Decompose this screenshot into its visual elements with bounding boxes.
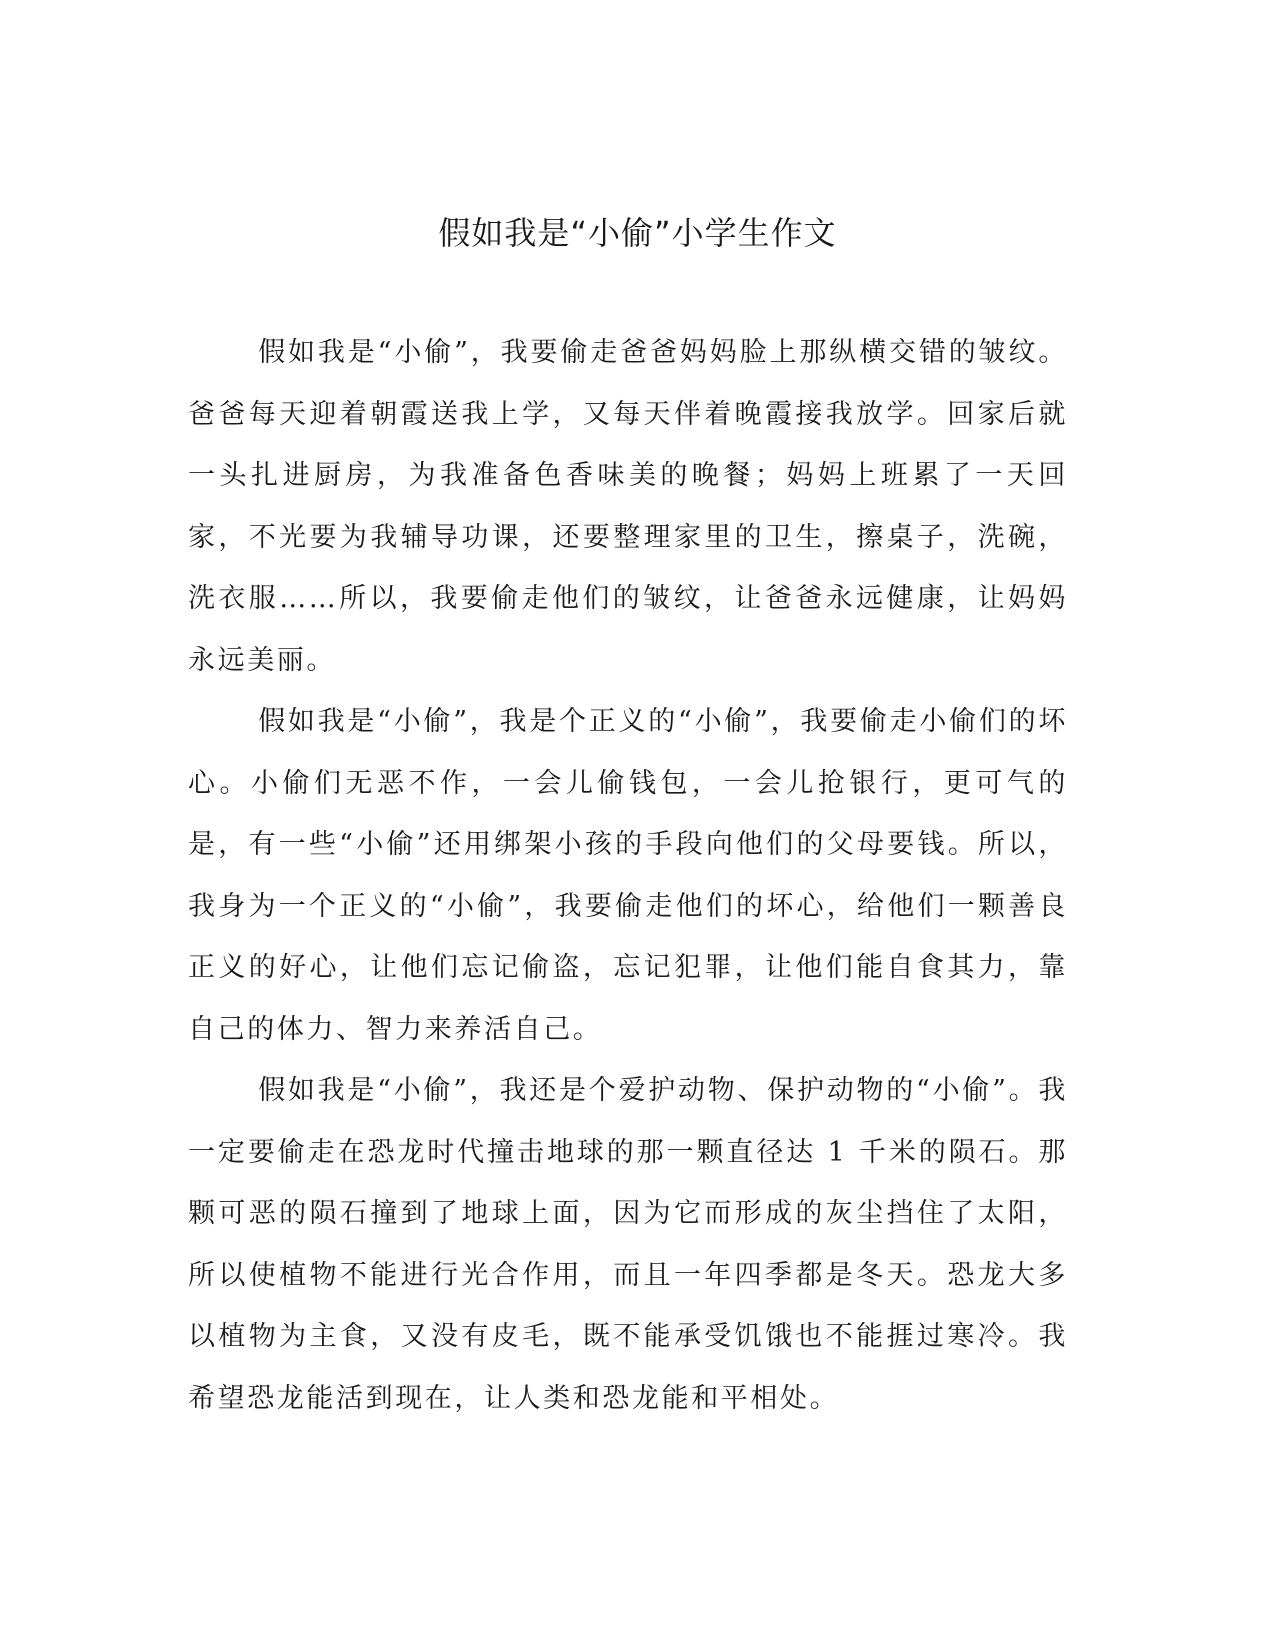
paragraph-3: 假如我是“小偷”，我还是个爱护动物、保护动物的“小偷”。我一定要偷走在恐龙时代撞击地球的那一颗直径达 1 千米的陨石。那颗可恶的陨石撞到了地球上面，因为它而形成的灰尘挡住了太阳，所以使植物不能进行光合作用，而且一年四季都是冬天。恐龙大多以植物为主食，又没有皮毛，既不能承受饥饿也不能捱过寒冷。我希望恐龙能活到现在，让人类和恐龙能和平相处。 [188, 1075, 1068, 1414]
document-title: 假如我是“小偷”小学生作文 [438, 214, 837, 252]
document-body [188, 322, 1068, 1429]
paragraph-1: 假如我是“小偷”，我要偷走爸爸妈妈脸上那纵横交错的皱纹。爸爸每天迎着朝霞送我上学，又每天伴着晚霞接我放学。回家后就一头扎进厨房，为我准备色香味美的晚餐；妈妈上班累了一天回家，不光要为我辅导功课，还要整理家里的卫生，擦桌子，洗碗，洗衣服……所以，我要偷走他们的皱纹，让爸爸永远健康，让妈妈永远美丽。 [188, 337, 1068, 676]
paragraph-2: 假如我是“小偷”，我是个正义的“小偷”，我要偷走小偷们的坏心。小偷们无恶不作，一会儿偷钱包，一会儿抢银行，更可气的是，有一些“小偷”还用绑架小孩的手段向他们的父母要钱。所以，我身为一个正义的“小偷”，我要偷走他们的坏心，给他们一颗善良正义的好心，让他们忘记偷盗，忘记犯罪，让他们能自食其力，靠自己的体力、智力来养活自己。 [188, 706, 1068, 1045]
